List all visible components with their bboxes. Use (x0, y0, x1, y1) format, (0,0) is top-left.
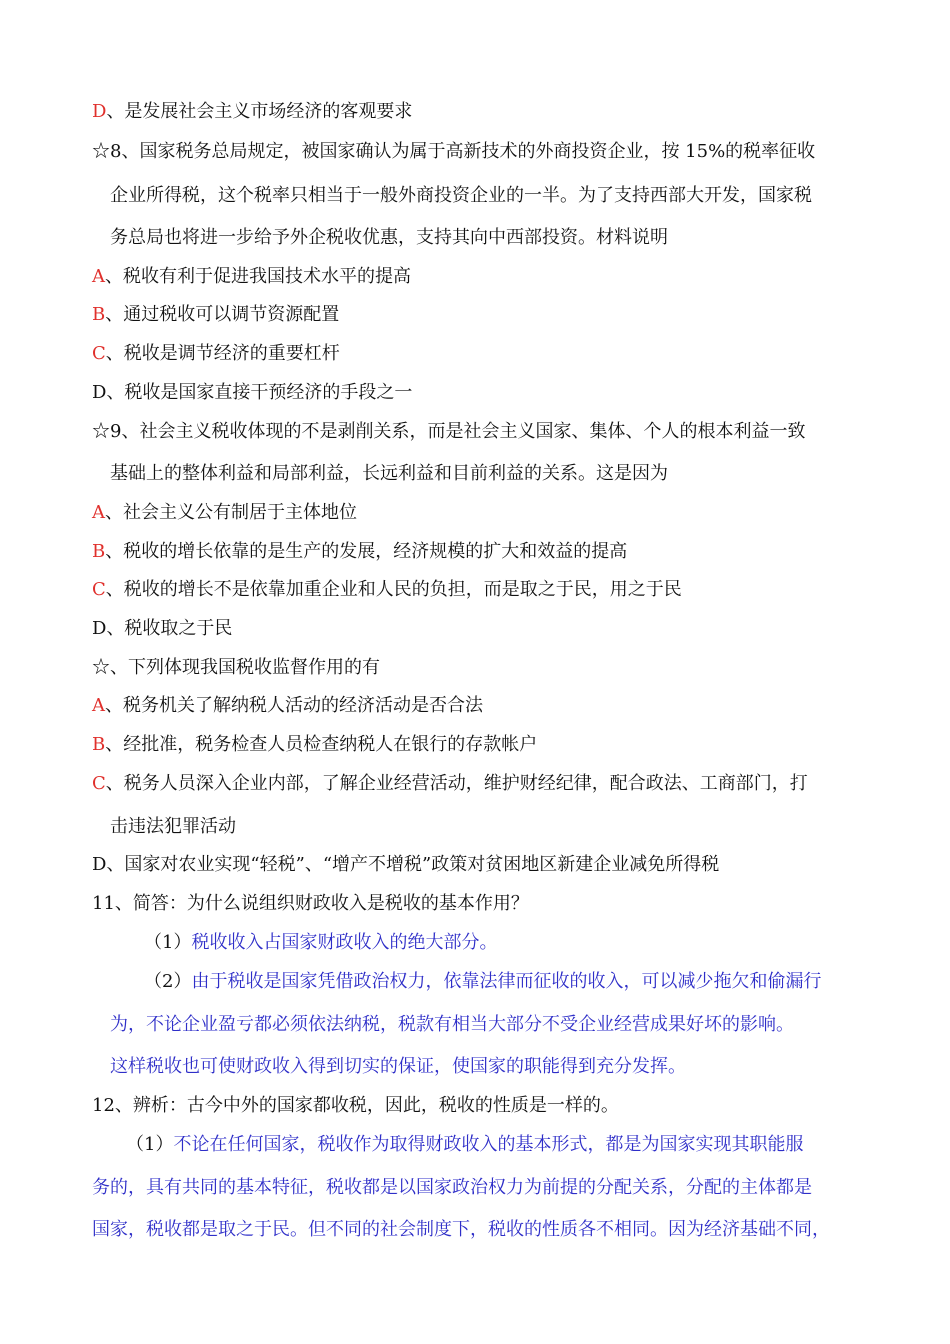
line-text: 、税收是国家直接干预经济的手段之一 (106, 382, 413, 403)
answer-line (144, 931, 497, 955)
option-letter: A (92, 266, 105, 287)
option-letter: A (92, 502, 105, 523)
line-text: 、税收有利于促进我国技术水平的提高 (105, 266, 411, 287)
line-text: ☆、下列体现我国税收监督作用的有 (92, 657, 380, 678)
option-letter: C (92, 579, 106, 600)
option-line (92, 342, 340, 366)
line-text: 、税务机关了解纳税人活动的经济活动是否合法 (105, 695, 483, 716)
option-line (92, 578, 682, 602)
line-text: 、是发展社会主义市场经济的客观要求 (106, 101, 413, 122)
option-line (92, 381, 412, 405)
line-text: 、税收的增长不是依靠加重企业和人民的负担，而是取之于民，用之于民 (105, 579, 682, 600)
question-line (92, 656, 380, 680)
line-text: 、社会主义公有制居于主体地位 (105, 502, 357, 523)
line-text: 基础上的整体利益和局部利益，长远利益和目前利益的关系。这是因为 (110, 463, 668, 484)
option-line (92, 100, 412, 124)
answer-number: （1） (144, 932, 192, 953)
question-line (92, 892, 529, 916)
question-line (110, 184, 812, 208)
option-letter: B (92, 304, 106, 325)
line-text: 11、简答：为什么说组织财政收入是税收的基本作用？ (92, 893, 529, 914)
answer-line (126, 1133, 803, 1157)
line-text: ☆9、社会主义税收体现的不是剥削关系，而是社会主义国家、集体、个人的根本利益一致 (92, 421, 806, 442)
option-line (92, 265, 411, 289)
option-line (92, 853, 719, 877)
option-letter: D (92, 382, 107, 403)
answer-line (110, 1055, 686, 1079)
option-letter: B (92, 541, 106, 562)
line-text: 击违法犯罪活动 (110, 816, 236, 837)
answer-number: （2） (144, 971, 192, 992)
option-line (92, 501, 357, 525)
option-letter: B (92, 734, 106, 755)
option-letter: D (92, 618, 107, 639)
option-line (92, 617, 232, 641)
option-line (92, 733, 537, 757)
question-line (110, 462, 668, 486)
line-text: 企业所得税，这个税率只相当于一般外商投资企业的一半。为了支持西部大开发，国家税 (110, 185, 812, 206)
answer-line (92, 1218, 830, 1242)
question-line (92, 420, 805, 444)
option-letter: C (92, 343, 106, 364)
option-line (92, 694, 483, 718)
line-text: 、税收的增长依靠的是生产的发展，经济规模的扩大和效益的提高 (105, 541, 628, 562)
answer-text: 不论在任何国家，税收作为取得财政收入的基本形式，都是为国家实现其职能服 (173, 1134, 804, 1155)
line-text: 、经批准，税务检查人员检查纳税人在银行的存款帐户 (105, 734, 538, 755)
answer-line (144, 970, 821, 994)
line-text: ☆8、国家税务总局规定，被国家确认为属于高新技术的外商投资企业，按 15%的税率征收 (92, 141, 816, 162)
answer-number: （1） (126, 1134, 174, 1155)
line-text: 务总局也将进一步给予外企税收优惠，支持其向中西部投资。材料说明 (110, 227, 668, 248)
option-line (92, 303, 339, 327)
answer-text: 国家，税收都是取之于民。但不同的社会制度下，税收的性质各不相同。因为经济基础不同， (92, 1219, 830, 1240)
answer-text: 为，不论企业盈亏都必须依法纳税，税款有相当大部分不受企业经营成果好坏的影响。 (110, 1014, 794, 1035)
option-line (92, 540, 627, 564)
line-text: 、税务人员深入企业内部，了解企业经营活动，维护财经纪律，配合政法、工商部门，打 (105, 773, 808, 794)
option-letter: D (92, 854, 107, 875)
question-line (110, 226, 668, 250)
question-line (92, 1094, 619, 1118)
line-text: 、税收是调节经济的重要杠杆 (105, 343, 340, 364)
answer-text: 务的，具有共同的基本特征，税收都是以国家政治权力为前提的分配关系，分配的主体都是 (92, 1177, 812, 1198)
line-text: 、通过税收可以调节资源配置 (105, 304, 340, 325)
question-line (92, 140, 815, 164)
answer-line (92, 1176, 812, 1200)
option-line (92, 772, 808, 796)
line-text: 12、辨析：古今中外的国家都收税，因此，税收的性质是一样的。 (92, 1095, 619, 1116)
line-text: 、税收取之于民 (106, 618, 233, 639)
option-letter: A (92, 695, 105, 716)
answer-text: 这样税收也可使财政收入得到切实的保证，使国家的职能得到充分发挥。 (110, 1056, 686, 1077)
answer-line (110, 1013, 794, 1037)
answer-text: 税收收入占国家财政收入的绝大部分。 (191, 932, 498, 953)
line-text: 、国家对农业实现“轻税”、“增产不增税”政策对贫困地区新建企业减免所得税 (106, 854, 720, 875)
option-letter: D (92, 101, 107, 122)
option-line (110, 815, 236, 839)
option-letter: C (92, 773, 106, 794)
answer-text: 由于税收是国家凭借政治权力，依靠法律而征收的收入，可以减少拖欠和偷漏行 (191, 971, 822, 992)
